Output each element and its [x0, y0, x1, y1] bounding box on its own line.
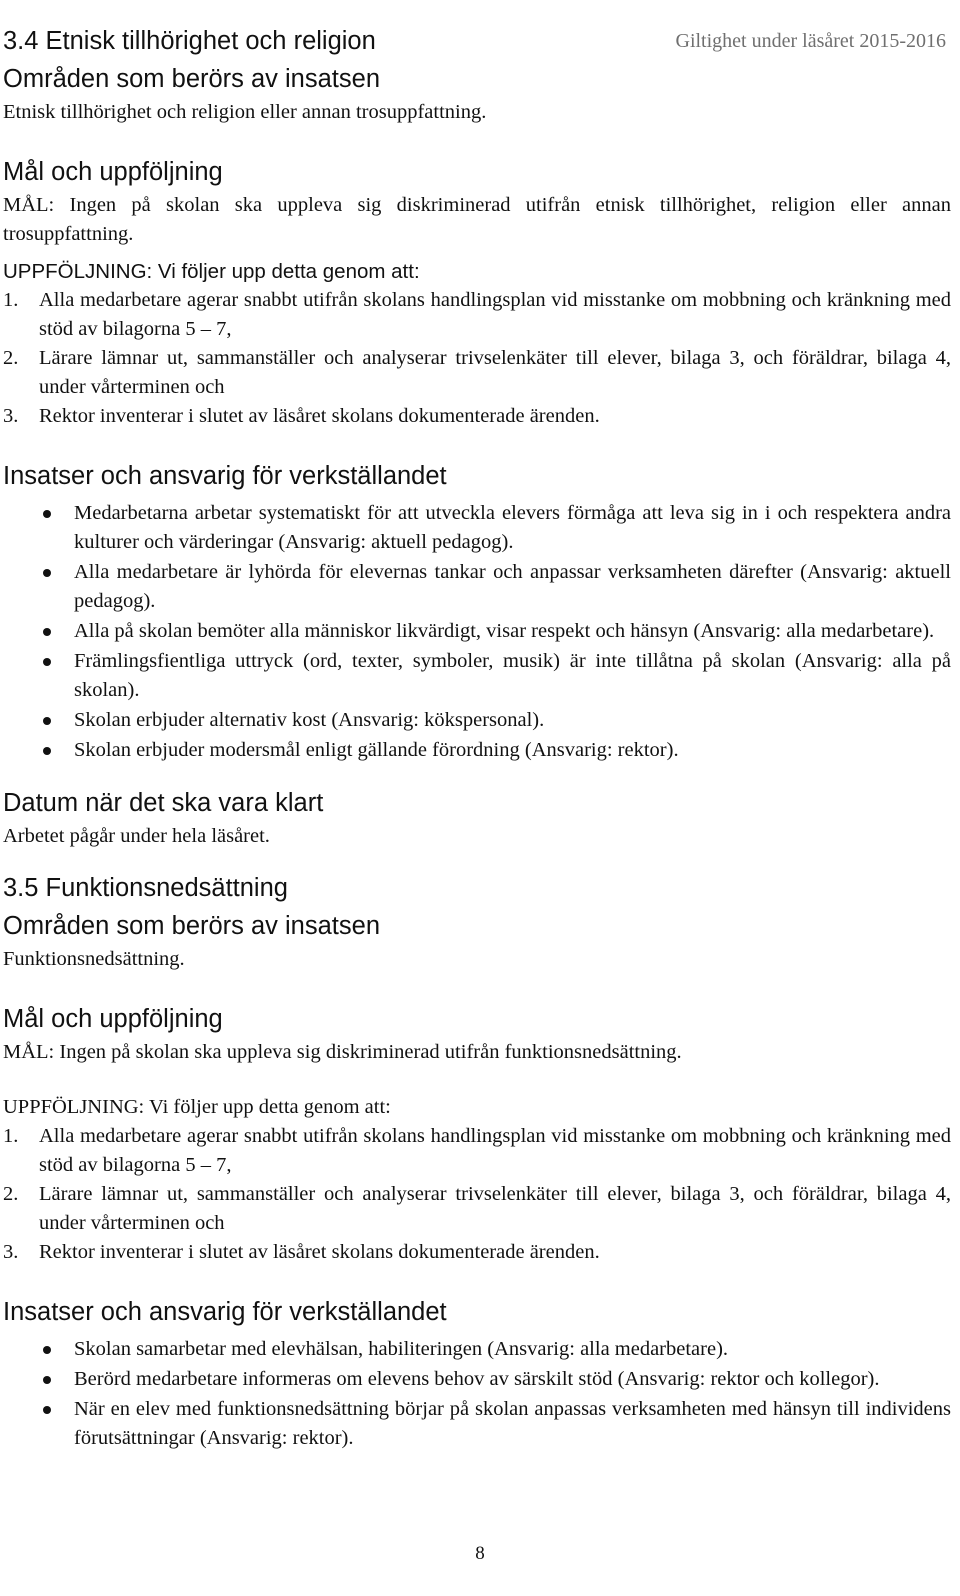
followup-item: 1. Alla medarbetare agerar snabbt utifrån skolans handlingsplan vid misstanke om mobbning och kränkning med stöd av bilagorna 5 – 7,: [3, 1125, 951, 1176]
area-text: Funktionsnedsättning.: [3, 948, 185, 970]
list-item: Skolan samarbetar med elevhälsan, habiliteringen (Ansvarig: alla medarbetare).: [3, 1335, 951, 1364]
followup-list: [3, 1122, 951, 1267]
bullet-icon: [43, 747, 51, 755]
section-title-3-4: 3.4 Etnisk tillhörighet och religion: [3, 27, 376, 55]
followup-item: 2. Lärare lämnar ut, sammanställer och analyserar trivselenkäter till elever, bilaga 3, och föräldrar, bilaga 4, under vårterminen och: [3, 347, 951, 398]
validity-header: Giltighet under läsåret 2015-2016: [675, 30, 946, 52]
list-item: Alla på skolan bemöter alla människor likvärdigt, visar respekt och hänsyn (Ansvarig: alla medarbetare).: [3, 617, 951, 646]
goal-text: MÅL: Ingen på skolan ska uppleva sig diskriminerad utifrån etnisk tillhörighet, religion eller annan trosuppfattning.: [3, 194, 951, 245]
followup-intro: UPPFÖLJNING: Vi följer upp detta genom att:: [3, 1096, 391, 1118]
actions-heading: Insatser och ansvarig för verkställandet: [3, 462, 447, 490]
bullet-icon: [43, 658, 51, 666]
goal-heading: Mål och uppföljning: [3, 1005, 223, 1033]
followup-intro: UPPFÖLJNING: Vi följer upp detta genom att:: [3, 260, 420, 283]
list-item: Alla medarbetare är lyhörda för elevernas tankar och anpassar verksamheten därefter (Ansvarig: aktuell pedagog).: [3, 558, 951, 616]
bullet-icon: [43, 510, 51, 518]
followup-item: 1. Alla medarbetare agerar snabbt utifrån skolans handlingsplan vid misstanke om mobbning och kränkning med stöd av bilagorna 5 – 7,: [3, 289, 951, 340]
list-item: Berörd medarbetare informeras om elevens behov av särskilt stöd (Ansvarig: rektor och kollegor).: [3, 1365, 951, 1394]
bullet-icon: [43, 1376, 51, 1384]
goal-text: MÅL: Ingen på skolan ska uppleva sig diskriminerad utifrån funktionsnedsättning.: [3, 1041, 682, 1063]
bullet-icon: [43, 1406, 51, 1414]
list-item: Medarbetarna arbetar systematiskt för att utveckla elevers förmåga att leva sig in i och respektera andra kulturer och värderingar (Ansvarig: aktuell pedagog).: [3, 499, 951, 557]
date-text: Arbetet pågår under hela läsåret.: [3, 825, 270, 847]
list-item: Skolan erbjuder alternativ kost (Ansvarig: kökspersonal).: [3, 706, 951, 735]
list-item: Skolan erbjuder modersmål enligt gällande förordning (Ansvarig: rektor).: [3, 736, 951, 765]
bullet-icon: [43, 1346, 51, 1354]
area-text: Etnisk tillhörighet och religion eller annan trosuppfattning.: [3, 101, 487, 123]
bullet-icon: [43, 717, 51, 725]
section-title-3-5: 3.5 Funktionsnedsättning: [3, 874, 288, 902]
actions-list: [3, 499, 951, 765]
area-heading: Områden som berörs av insatsen: [3, 912, 380, 940]
goal-heading: Mål och uppföljning: [3, 158, 223, 186]
area-heading: Områden som berörs av insatsen: [3, 65, 380, 93]
followup-item: 2. Lärare lämnar ut, sammanställer och analyserar trivselenkäter till elever, bilaga 3, och föräldrar, bilaga 4, under vårterminen och: [3, 1183, 951, 1234]
bullet-icon: [43, 628, 51, 636]
followup-list: [3, 286, 951, 431]
list-item: När en elev med funktionsnedsättning börjar på skolan anpassas verksamheten med hänsyn till individens förutsättningar (Ansvarig: rektor).: [3, 1395, 951, 1453]
followup-item: 3. Rektor inventerar i slutet av läsåret skolans dokumenterade ärenden.: [3, 405, 600, 427]
actions-heading: Insatser och ansvarig för verkställandet: [3, 1298, 447, 1326]
followup-item: 3. Rektor inventerar i slutet av läsåret skolans dokumenterade ärenden.: [3, 1241, 600, 1263]
actions-list: [3, 1335, 951, 1453]
list-item: Främlingsfientliga uttryck (ord, texter, symboler, musik) är inte tillåtna på skolan (Ansvarig: alla på skolan).: [3, 647, 951, 705]
page-number: 8: [475, 1543, 485, 1564]
date-heading: Datum när det ska vara klart: [3, 789, 324, 817]
page-content: [3, 22, 951, 1454]
bullet-icon: [43, 569, 51, 577]
